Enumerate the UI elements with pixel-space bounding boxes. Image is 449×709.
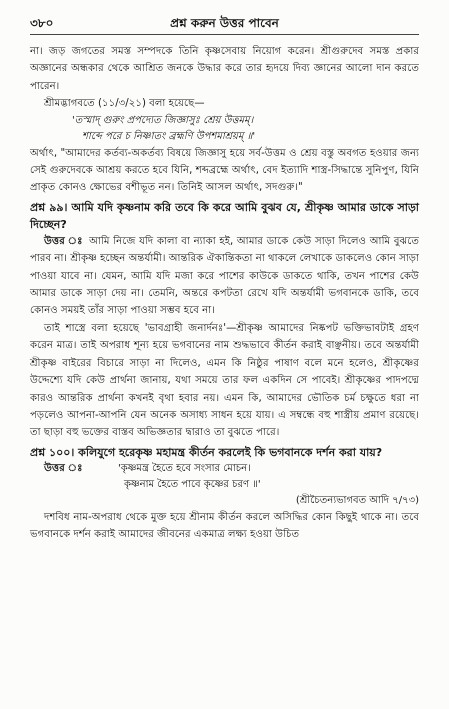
verse-block: [30, 461, 419, 493]
verse-line: কৃষ্ণনাম হৈতে পাবে কৃষ্ণের চরণ ॥': [124, 478, 261, 490]
paragraph: তাই শাস্ত্রে বলা হয়েছে 'ভাবগ্রাহী জনার্দনঃ'—শ্রীকৃষ্ণ আমাদের নিষ্কপট ভক্তিভাবটাই গ্রহণ করেন মাত্র। তাই অপরাধ শূন্য হয়ে ভগবানের নাম শুদ্ধভাবে কীর্তন করাই বাঞ্ছনীয়। তবে অন্তর্যামী শ্রীকৃষ্ণ বাইরের বিচারে সাড়া না দিলেও, এমন কি নিষ্ঠুর পাষাণ বলে মনে হলেও, শ্রীকৃষ্ণের উদ্দেশ্যে যদি কেউ প্রার্থনা জানায়, যথা সময়ে তার ফল একদিন সে পাবেই। শ্রীকৃষ্ণের পাদপদ্মে কারও আন্তরিক প্রার্থনা কখনই বৃথা হবার নয়। এমন কি, আমাদের ভৌতিক চর্ম চক্ষুতে ধরা না পড়লেও আপনা-আপনি যেন অনেক অসাধ্য সাধন হয়ে যায়। এ সম্বন্ধে বহু শাস্ত্রীয় প্রমাণ রয়েছে। তা ছাড়া বহু ভক্তের বাস্তব অভিজ্ঞতার দ্বারাও তা বুঝতে পারে।: [30, 322, 419, 439]
answer-99: [30, 233, 419, 320]
quote-line: শাব্দে পরে চ নিষ্ণাতং ব্রহ্মণি উপশমাশ্রয়ম্‌ ॥': [82, 130, 256, 142]
running-title: প্রশ্ন করুন উত্তর পাবেন: [170, 16, 279, 30]
paragraph: না। জড় জগতের সমস্ত সম্পদকে তিনি কৃষ্ণসেবায় নিয়োগ করেন। শ্রীগুরুদেব সমস্ত প্রকার অজ্ঞানের অন্ধকার থেকে আশ্রিত জনকে উদ্ধার করে তার হৃদয়ে দিব্য জ্ঞানের আলো দান করতে পারেন।: [30, 46, 419, 92]
answer-text: আমি নিজে যদি কালা বা ন্যাকা হই, আমার ডাকে কেউ সাড়া দিলেও আমি বুঝতে পারব না। শ্রীকৃষ্ণ হচ্ছেন অন্তর্যামী। আন্তরিক ঐকান্তিকতা না থাকলে লেখাকে ডাকলেও কোন সাড়া পাওয়া যাবে না। যেমন, আমি যদি মজা করে পাশের কাউকে ডাকতে থাকি, তখন পাশের কেউ আমার ডাকে সাড়া দেয় না। তেমনি, অন্তরে কপটতা রেখে যদি অন্তর্যামী ভগবানকে ডাকি, তবে কোনও সময়ই তাঁর সাড়া পাওয়া সম্ভব হবে না।: [30, 235, 419, 317]
quote-line: 'তস্মাদ্‌ গুরুং প্রপদ্যেত জিজ্ঞাসুঃ শ্রেয় উত্তমম্‌।: [72, 114, 254, 126]
question-100: প্রশ্ন ১০০। কলিযুগে হরেকৃষ্ণ মহামন্ত্র কীর্তন করলেই কি ভগবানকে দর্শন করা যায়?: [30, 445, 383, 459]
question-99: প্রশ্ন ৯৯। আমি যদি কৃষ্ণনাম করি তবে কি করে আমি বুঝব যে, শ্রীকৃষ্ণ আমার ডাকে সাড়া দিচ্ছেন?: [30, 200, 419, 231]
answer-label: উত্তর ঃ: [44, 462, 83, 474]
page-header: [30, 12, 419, 35]
verse-lines: [118, 461, 261, 493]
verse-line: 'কৃষ্ণমন্ত্র হৈতে হবে সংসার মোচন।: [118, 462, 251, 474]
page-number: ৩৮০: [30, 16, 54, 30]
answer-label: উত্তর ঃ: [44, 235, 84, 247]
paragraph: শ্রীমদ্ভাগবতে (১১/৩/২১) বলা হয়েছে—: [44, 98, 205, 110]
answer-100: দশবিধ নাম-অপরাধ থেকে মুক্ত হয়ে শ্রীনাম কীর্তন করলে অসিদ্ধির কোন কিছুই থাকে না। তবে ভগবানকে দর্শন করাই আমাদের জীবনের একমাত্র লক্ষ্য হওয়া উচিত: [30, 511, 419, 541]
citation: (শ্রীচৈতন্যভাগবত আদি ৭/৭৩): [295, 494, 419, 506]
paragraph: অর্থাৎ, "আমাদের কর্তব্য-অকর্তব্য বিষয়ে জিজ্ঞাসু হয়ে সর্ব-উত্তম ও শ্রেয় বস্তু অবগত হওয়ার জন্য সেই গুরুদেবকে আশ্রয় করতে হবে যিনি, শব্দব্রহ্মে অর্থাৎ, বেদ ইত্যাদি শাস্ত্র-সিদ্ধান্তে সুনিপুণ, যিনি প্রাকৃত কোনও ক্ষোভের বশীভূত নন। তিনিই আসল অর্থাৎ, সদগুরু।": [30, 147, 419, 194]
